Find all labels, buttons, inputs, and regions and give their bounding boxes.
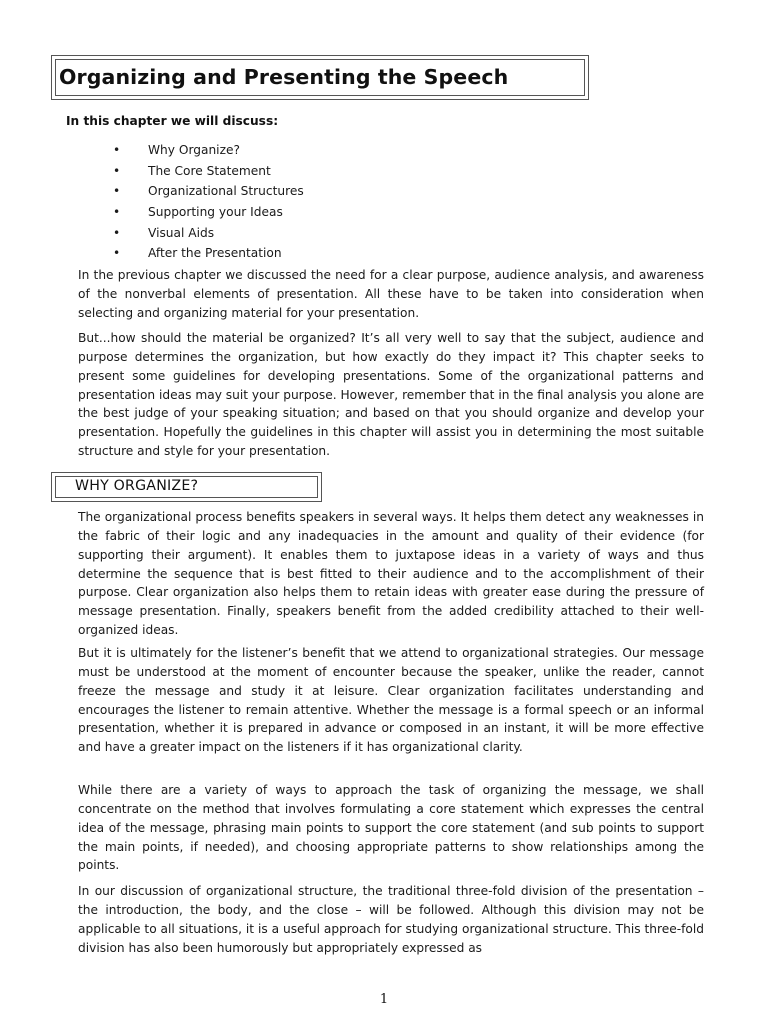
bullet-marker: •	[113, 184, 121, 199]
section-heading: WHY ORGANIZE?	[75, 478, 199, 494]
list-item-label: Visual Aids	[148, 225, 215, 240]
intro-paragraph-1: In the previous chapter we discussed the need for a clear purpose, audience analysis, and awareness of the nonverbal elements of presentation. All these have to be taken into consideration when selecting and organizing material for your presentation.	[78, 268, 704, 320]
body-paragraph-1: The organizational process benefits speakers in several ways. It helps them detect any weaknesses in the fabric of their logic and any inadequacies in the amount and quality of their evidence (for supporting their argument). It enables them to juxtapose ideas in a variety of ways and thus determine the sequence that is best fitted to their audience and to the accomplishment of their purpose. Clear organization also helps them to retain ideas with greater ease during the pressure of message presentation. Finally, speakers benefit from the added credibility attached to their well-organized ideas.	[78, 510, 704, 638]
bullet-marker: •	[113, 225, 121, 240]
chapter-intro-label: In this chapter we will discuss:	[66, 114, 279, 128]
body-paragraph-4: In our discussion of organizational structure, the traditional three-fold division of the presentation – the introduction, the body, and the close – will be followed. Although this division may not be applicable to all situations, it is a useful approach for studying organizational structure. This three-fold division has also been humorously but appropriately expressed as	[78, 884, 704, 955]
page-number: 1	[379, 992, 389, 1007]
chapter-title-box	[51, 55, 589, 100]
list-item-label: Organizational Structures	[148, 184, 304, 199]
chapter-title: Organizing and Presenting the Speech	[59, 65, 509, 89]
list-item-label: After the Presentation	[148, 246, 282, 261]
section-heading-box	[51, 472, 322, 502]
list-item-label: Supporting your Ideas	[148, 205, 283, 220]
bullet-marker: •	[113, 143, 121, 157]
list-item-label: Why Organize?	[148, 143, 240, 157]
bullet-marker: •	[113, 246, 121, 261]
bullet-marker: •	[113, 163, 121, 178]
list-item-label: The Core Statement	[148, 163, 271, 178]
intro-paragraph-2: But...how should the material be organized? It’s all very well to say that the subject, audience and purpose determines the organization, but how exactly do they impact it? This chapter seeks to present some guidelines for developing presentations. Some of the organizational patterns and presentation ideas may suit your purpose. However, remember that in the final analysis you alone are the best judge of your speaking situation; and based on that you should organize and develop your presentation. Hopefully the guidelines in this chapter will assist you in determining the most suitable structure and style for your presentation.	[78, 331, 704, 459]
bullet-marker: •	[113, 205, 121, 220]
body-paragraph-2: But it is ultimately for the listener’s benefit that we attend to organizational strategies. Our message must be understood at the moment of encounter because the speaker, unlike the reader, cannot freeze the message and study it at leisure. Clear organization facilitates understanding and encourages the listener to remain attentive. Whether the message is a formal speech or an informal presentation, whether it is prepared in advance or composed in an instant, it will be more effective and have a greater impact on the listeners if it has organizational clarity.	[78, 646, 704, 755]
body-paragraph-3: While there are a variety of ways to approach the task of organizing the message, we shall concentrate on the method that involves formulating a core statement which expresses the central idea of the message, phrasing main points to support the core statement (and sub points to support the main points, if needed), and choosing appropriate patterns to show relationships among the points.	[78, 783, 704, 873]
